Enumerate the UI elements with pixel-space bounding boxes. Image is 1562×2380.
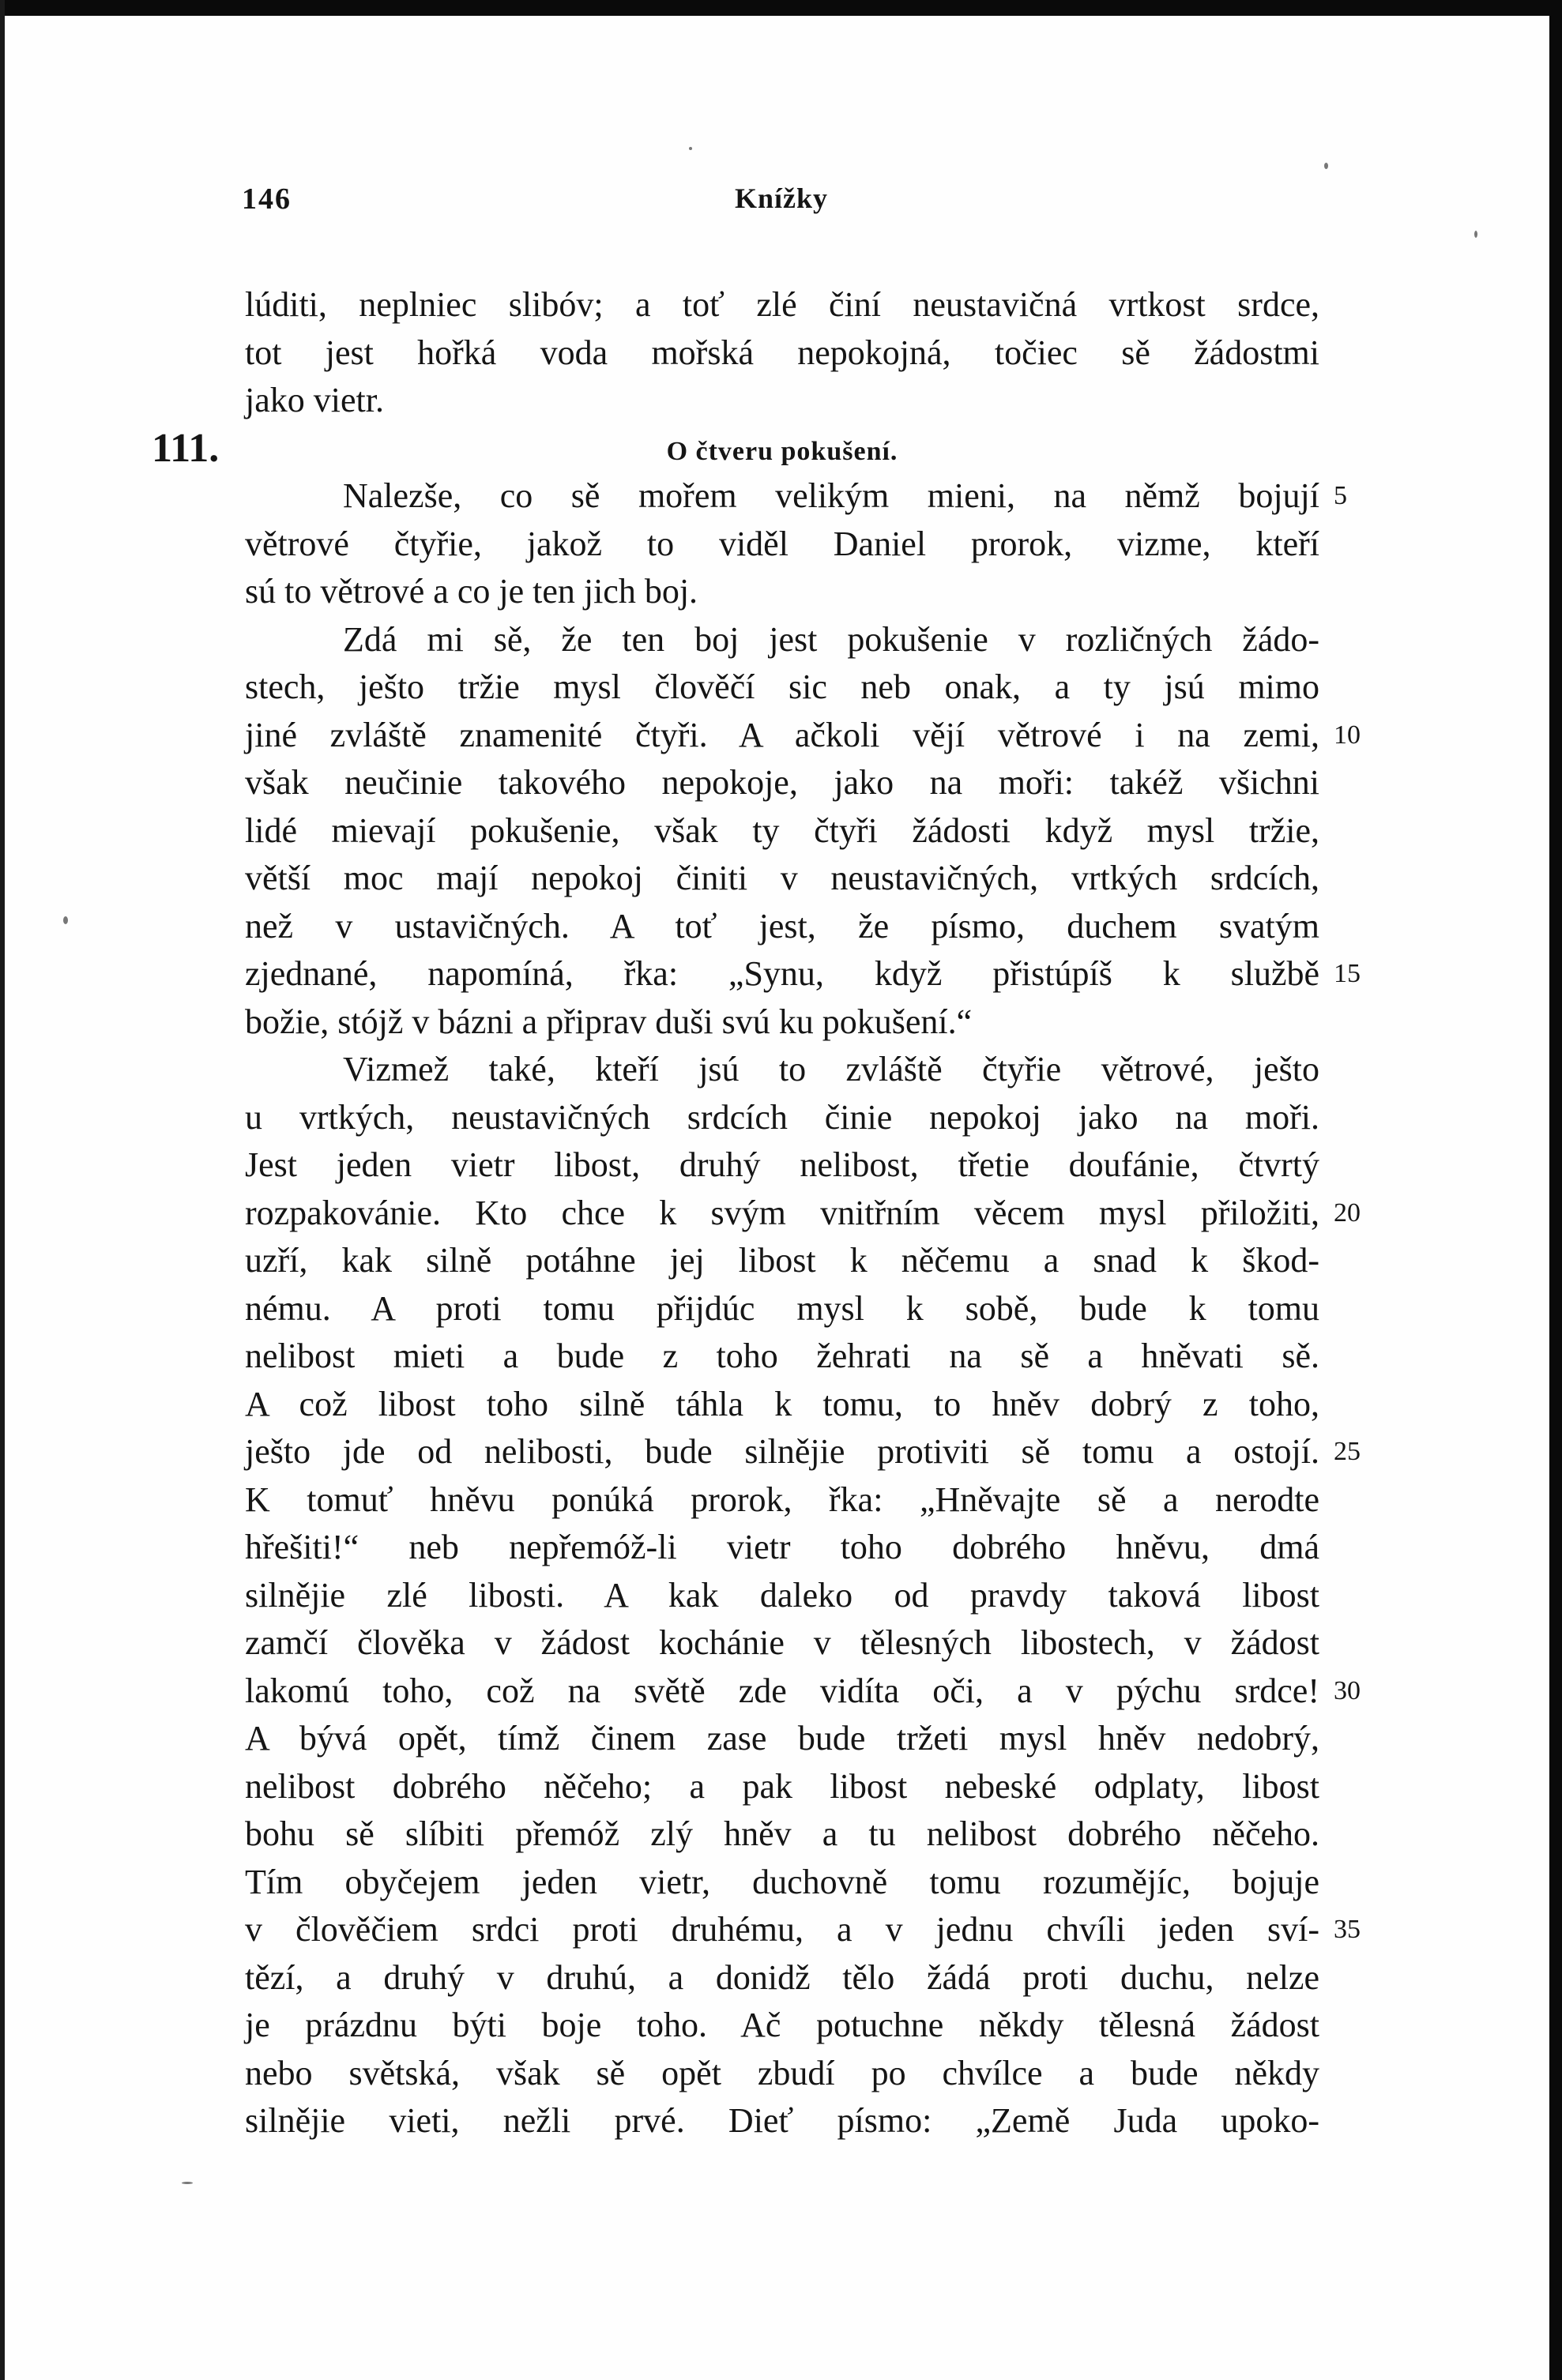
text-block — [152, 281, 1361, 2145]
text-line — [245, 1859, 1319, 1907]
text-line — [245, 664, 1319, 712]
line-text: božie, stójž v bázni a připrav duši svú ku pokušení.“ — [245, 1002, 973, 1041]
text-line — [245, 759, 1319, 807]
section-number: 111. — [152, 425, 220, 471]
line-number: 25 — [1334, 1437, 1361, 1466]
text-line — [245, 2097, 1319, 2145]
text-line — [245, 1285, 1319, 1333]
line-text: lakomú toho, což na světě zde vidíta oči, a v pýchu srdce! — [245, 1671, 1319, 1710]
line-text: zamčí člověka v žádost kochánie v tělesných libostech, v žádost — [245, 1623, 1319, 1662]
line-text: tot jest hořká voda mořská nepokojná, točiec sě žádostmi — [245, 333, 1319, 372]
line-text: je prázdnu býti boje toho. Ač potuchne někdy tělesná žádost — [245, 2006, 1319, 2044]
text-line — [245, 1141, 1319, 1190]
text-line — [245, 1763, 1319, 1811]
text-line — [245, 2050, 1319, 2098]
line-text: Zdá mi sě, že ten boj jest pokušenie v rozličných žádo- — [343, 619, 1319, 659]
line-text: lúditi, neplniec slibóv; a toť zlé činí neustavičná vrtkost srdce, — [245, 285, 1319, 324]
text-line — [245, 712, 1361, 760]
scan-top-border — [0, 0, 1562, 16]
scan-speck — [1324, 163, 1328, 169]
line-number: 30 — [1334, 1675, 1361, 1705]
text-line — [245, 616, 1319, 664]
text-line — [245, 1428, 1361, 1476]
text-line — [245, 1094, 1319, 1142]
text-line — [245, 1524, 1319, 1572]
line-text: lidé mievají pokušenie, však ty čtyři žádosti když mysl tržie, — [245, 810, 1319, 850]
line-text: silnějie zlé libosti. A kak daleko od pravdy taková libost — [245, 1575, 1319, 1615]
line-text: však neučinie takového nepokoje, jako na moři: takéž všichni — [245, 763, 1319, 802]
text-line — [245, 281, 1319, 329]
text-line — [245, 950, 1361, 998]
page-number: 146 — [242, 182, 292, 216]
line-text: silnějie vieti, nežli prvé. Dieť písmo: „Země Juda upoko- — [245, 2101, 1319, 2140]
text-line — [245, 807, 1319, 855]
text-line — [245, 1715, 1319, 1763]
line-number: 5 — [1334, 481, 1347, 510]
text-line — [245, 1906, 1361, 1954]
line-text: sú to větrové a co je ten jich boj. — [245, 572, 698, 611]
line-text: u vrtkých, neustavičných srdcích činie nepokoj jako na moři. — [245, 1097, 1319, 1137]
text-line — [245, 1954, 1319, 2002]
text-line — [245, 855, 1319, 903]
line-number: 10 — [1334, 720, 1361, 750]
scan-right-border — [1549, 0, 1562, 2380]
text-line — [245, 1190, 1361, 1238]
line-text: bohu sě slíbiti přemóž zlý hněv a tu nelibost dobrého něčeho. — [245, 1814, 1319, 1853]
line-text: hřešiti!“ neb nepřemóž-li vietr toho dobrého hněvu, dmá — [245, 1528, 1319, 1566]
line-text: A bývá opět, tímž činem zase bude tržeti mysl hněv nedobrý, — [245, 1719, 1319, 1758]
text-line — [245, 1572, 1319, 1620]
line-text: nelibost mieti a bude z toho žehrati na sě a hněvati sě. — [245, 1337, 1319, 1375]
line-number: 20 — [1334, 1198, 1361, 1228]
text-line — [245, 472, 1347, 521]
text-line — [245, 377, 1319, 425]
running-title: Knížky — [735, 182, 829, 214]
text-line — [245, 2002, 1319, 2050]
line-text: stech, ješto tržie mysl člověčí sic neb onak, a ty jsú mimo — [245, 667, 1319, 706]
text-line — [245, 998, 1319, 1047]
line-text: tězí, a druhý v druhú, a donidž tělo žádá proti duchu, nelze — [245, 1957, 1319, 1997]
page-header — [0, 182, 1562, 237]
text-line — [245, 1476, 1319, 1525]
line-text: zjednané, napomíná, řka: „Synu, když přistúpíš k službě — [245, 954, 1319, 993]
line-text: Tím obyčejem jeden vietr, duchovně tomu rozumějíc, bojuje — [245, 1862, 1319, 1901]
section-body — [245, 472, 1361, 2145]
line-number: 15 — [1334, 959, 1361, 988]
text-line — [245, 1046, 1319, 1094]
line-text: ješto jde od nelibosti, bude silnějie protiviti sě tomu a ostojí. — [245, 1432, 1319, 1471]
line-text: Nalezše, co sě mořem velikým mieni, na němž bojují — [343, 476, 1319, 515]
line-text: rozpakovánie. Kto chce k svým vnitřním věcem mysl přiložiti, — [245, 1193, 1319, 1232]
line-text: jiné zvláště znamenité čtyři. A ačkoli vějí větrové i na zemi, — [245, 715, 1319, 754]
text-line — [245, 521, 1319, 569]
line-text: než v ustavičných. A toť jest, že písmo, duchem svatým — [245, 906, 1319, 946]
line-text: v člověčiem srdci proti druhému, a v jednu chvíli jeden sví- — [245, 1910, 1319, 1949]
line-text: nebo světská, však sě opět zbudí po chvílce a bude někdy — [245, 2053, 1319, 2092]
scan-speck — [182, 2182, 193, 2184]
text-line — [245, 568, 1319, 616]
section-heading — [152, 425, 1319, 473]
section-title: O čtveru pokušení. — [666, 436, 898, 466]
line-text: nému. A proti tomu přijdúc mysl k sobě, bude k tomu — [245, 1288, 1319, 1328]
line-text: Vizmež také, kteří jsú to zvláště čtyřie větrové, ješto — [343, 1050, 1319, 1088]
line-text: větší moc mají nepokoj činiti v neustavičných, vrtkých srdcích, — [245, 859, 1319, 897]
scan-left-border — [0, 0, 5, 2380]
text-line — [245, 329, 1319, 378]
paragraph-intro — [245, 281, 1319, 425]
text-line — [245, 1381, 1319, 1429]
scan-speck — [63, 916, 68, 924]
line-text: uzří, kak silně potáhne jej libost k něčemu a snad k škod- — [245, 1241, 1319, 1280]
line-text: K tomuť hněvu ponúká prorok, řka: „Hněvajte sě a nerodte — [245, 1480, 1319, 1519]
line-text: nelibost dobrého něčeho; a pak libost nebeské odplaty, libost — [245, 1766, 1319, 1806]
text-line — [245, 1333, 1319, 1381]
text-line — [245, 1619, 1319, 1668]
line-text: větrové čtyřie, jakož to viděl Daniel prorok, vizme, kteří — [245, 524, 1319, 563]
scan-speck — [689, 147, 692, 150]
text-line — [245, 903, 1319, 951]
text-line — [245, 1237, 1319, 1285]
line-number: 35 — [1334, 1915, 1361, 1944]
line-text: Jest jeden vietr libost, druhý nelibost, třetie doufánie, čtvrtý — [245, 1145, 1319, 1184]
text-line — [245, 1668, 1361, 1716]
line-text: jako vietr. — [245, 381, 384, 419]
line-text: A což libost toho silně táhla k tomu, to hněv dobrý z toho, — [245, 1384, 1319, 1423]
text-line — [245, 1810, 1319, 1859]
